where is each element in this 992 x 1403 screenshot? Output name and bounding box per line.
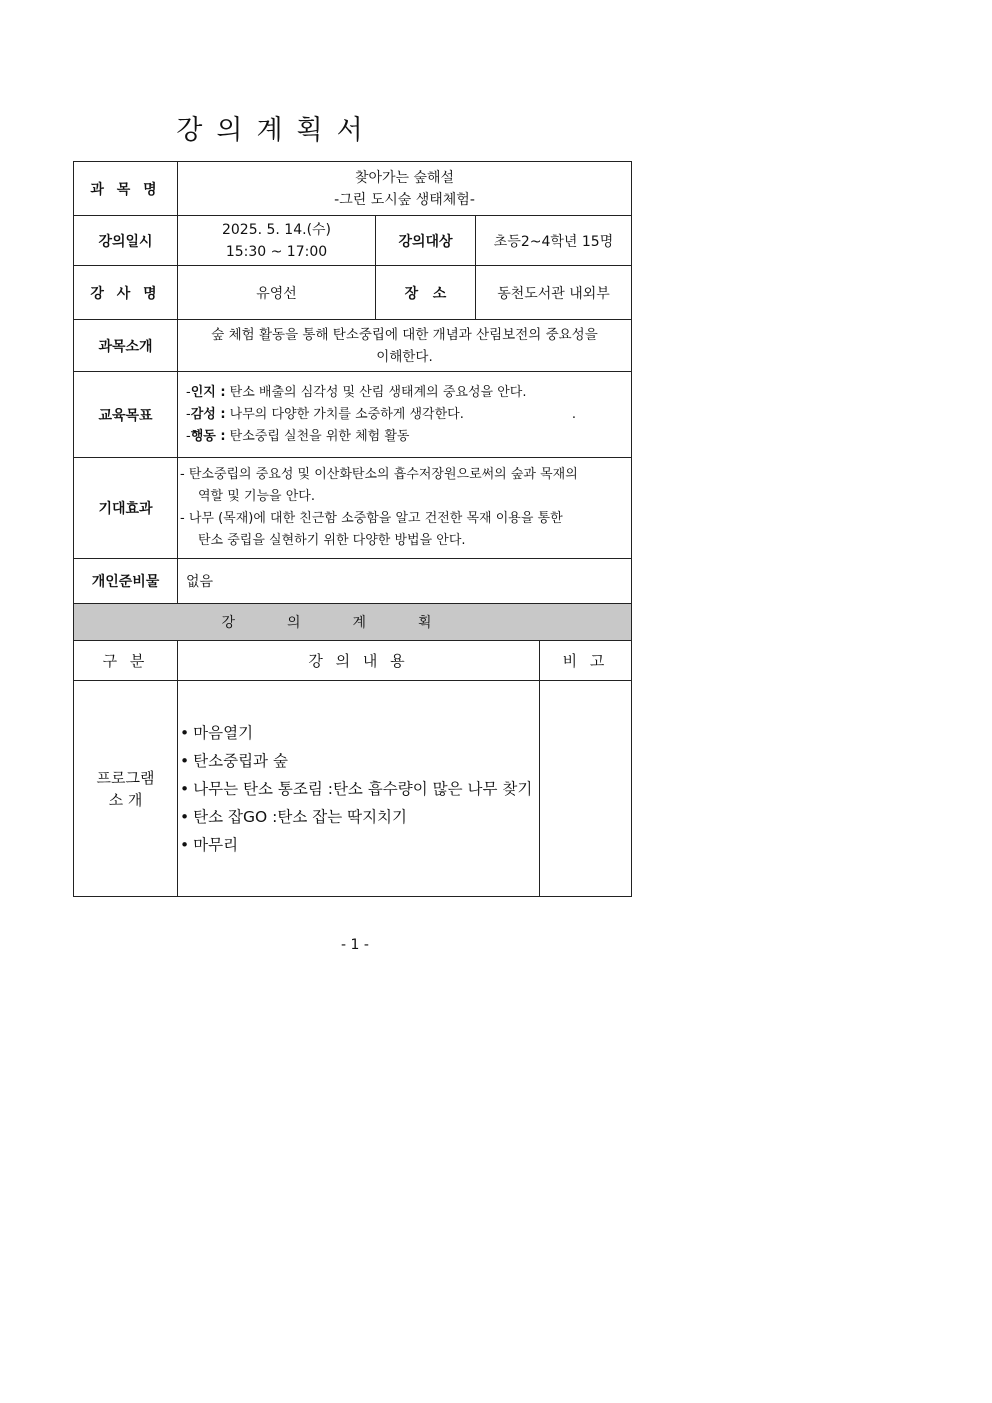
- effect-line-4: 탄소 중립을 실현하기 위한 다양한 방법을 안다.: [198, 533, 466, 548]
- program-item: • 나무는 탄소 통조림 :탄소 흡수량이 많은 나무 찾기: [180, 775, 539, 803]
- instructor-label: 강 사 명: [74, 266, 178, 320]
- goal-trailing-dot: .: [571, 406, 576, 422]
- time-text: 15:30 ~ 17:00: [225, 243, 328, 260]
- goals-label: 교육목표: [74, 372, 178, 458]
- columns-row: [74, 641, 632, 681]
- subject-title: 찾아가는 숲해설: [354, 169, 455, 186]
- program-item: • 마음열기: [180, 719, 539, 747]
- lecture-plan-table: [73, 161, 632, 897]
- intro-value: [178, 320, 632, 372]
- goal-key: 행동 :: [190, 428, 226, 444]
- program-item: • 마무리: [180, 831, 539, 859]
- supplies-label: 개인준비물: [74, 559, 178, 604]
- program-content: [178, 681, 540, 897]
- audience-label: 강의대상: [376, 216, 476, 266]
- program-label-2: 소 개: [108, 790, 143, 809]
- program-row: [74, 681, 632, 897]
- subject-row: [74, 162, 632, 216]
- subject-value: [178, 162, 632, 216]
- goal-emotional: [186, 404, 631, 426]
- goal-key: 인지 :: [190, 384, 226, 400]
- effects-label: 기대효과: [74, 458, 178, 559]
- content-header: 강 의 내 용: [178, 641, 540, 681]
- effects-row: [74, 458, 632, 559]
- plan-header-row: [74, 604, 632, 641]
- program-note: [540, 681, 632, 897]
- program-item: • 탄소중립과 숲: [180, 747, 539, 775]
- goal-text: 탄소 배출의 심각성 및 산림 생태계의 중요성을 안다.: [225, 384, 527, 400]
- goals-value: [178, 372, 632, 458]
- goal-dash: -: [186, 384, 191, 400]
- intro-label: 과목소개: [74, 320, 178, 372]
- goal-behavioral: [186, 426, 631, 448]
- plan-header: 강의계획: [74, 604, 632, 641]
- program-label-1: 프로그램: [96, 768, 155, 787]
- instructor-row: [74, 266, 632, 320]
- goal-text: 나무의 다양한 가치를 소중하게 생각한다.: [225, 406, 464, 422]
- subject-label: 과 목 명: [74, 162, 178, 216]
- goals-row: [74, 372, 632, 458]
- place-label: 장 소: [376, 266, 476, 320]
- schedule-row: [74, 216, 632, 266]
- goal-text: 탄소중립 실천을 위한 체험 활동: [225, 428, 410, 444]
- note-header: 비 고: [540, 641, 632, 681]
- program-label: [74, 681, 178, 897]
- date-text: 2025. 5. 14.(수): [221, 221, 332, 238]
- effect-line-1: - 탄소중립의 중요성 및 이산화탄소의 흡수저장원으로써의 숲과 목재의: [180, 467, 578, 482]
- intro-line-2: 이해한다.: [376, 348, 433, 365]
- date-label: 강의일시: [74, 216, 178, 266]
- program-item: • 탄소 잡GO :탄소 잡는 딱지치기: [180, 803, 539, 831]
- effects-value: [178, 458, 632, 559]
- supplies-row: [74, 559, 632, 604]
- page-number: - 1 -: [341, 937, 369, 953]
- date-value: [178, 216, 376, 266]
- audience-value: 초등2~4학년 15명: [476, 216, 632, 266]
- category-header: 구 분: [74, 641, 178, 681]
- document-title: 강의계획서: [176, 115, 377, 146]
- goal-cognitive: [186, 382, 631, 404]
- instructor-name: 유영선: [178, 266, 376, 320]
- goal-key: 감성 :: [190, 406, 226, 422]
- supplies-value: 없음: [178, 559, 632, 604]
- effect-line-3: - 나무 (목재)에 대한 친근함 소중함을 알고 건전한 목재 이용을 통한: [180, 511, 563, 526]
- place-value: 동천도서관 내외부: [476, 266, 632, 320]
- intro-line-1: 숲 체험 활동을 통해 탄소중립에 대한 개념과 산림보전의 중요성을: [211, 326, 598, 343]
- intro-row: [74, 320, 632, 372]
- goal-dash: -: [186, 428, 191, 444]
- goal-dash: -: [186, 406, 191, 422]
- subject-subtitle: -그린 도시숲 생태체험-: [334, 191, 475, 208]
- effect-line-2: 역할 및 기능을 안다.: [198, 489, 315, 504]
